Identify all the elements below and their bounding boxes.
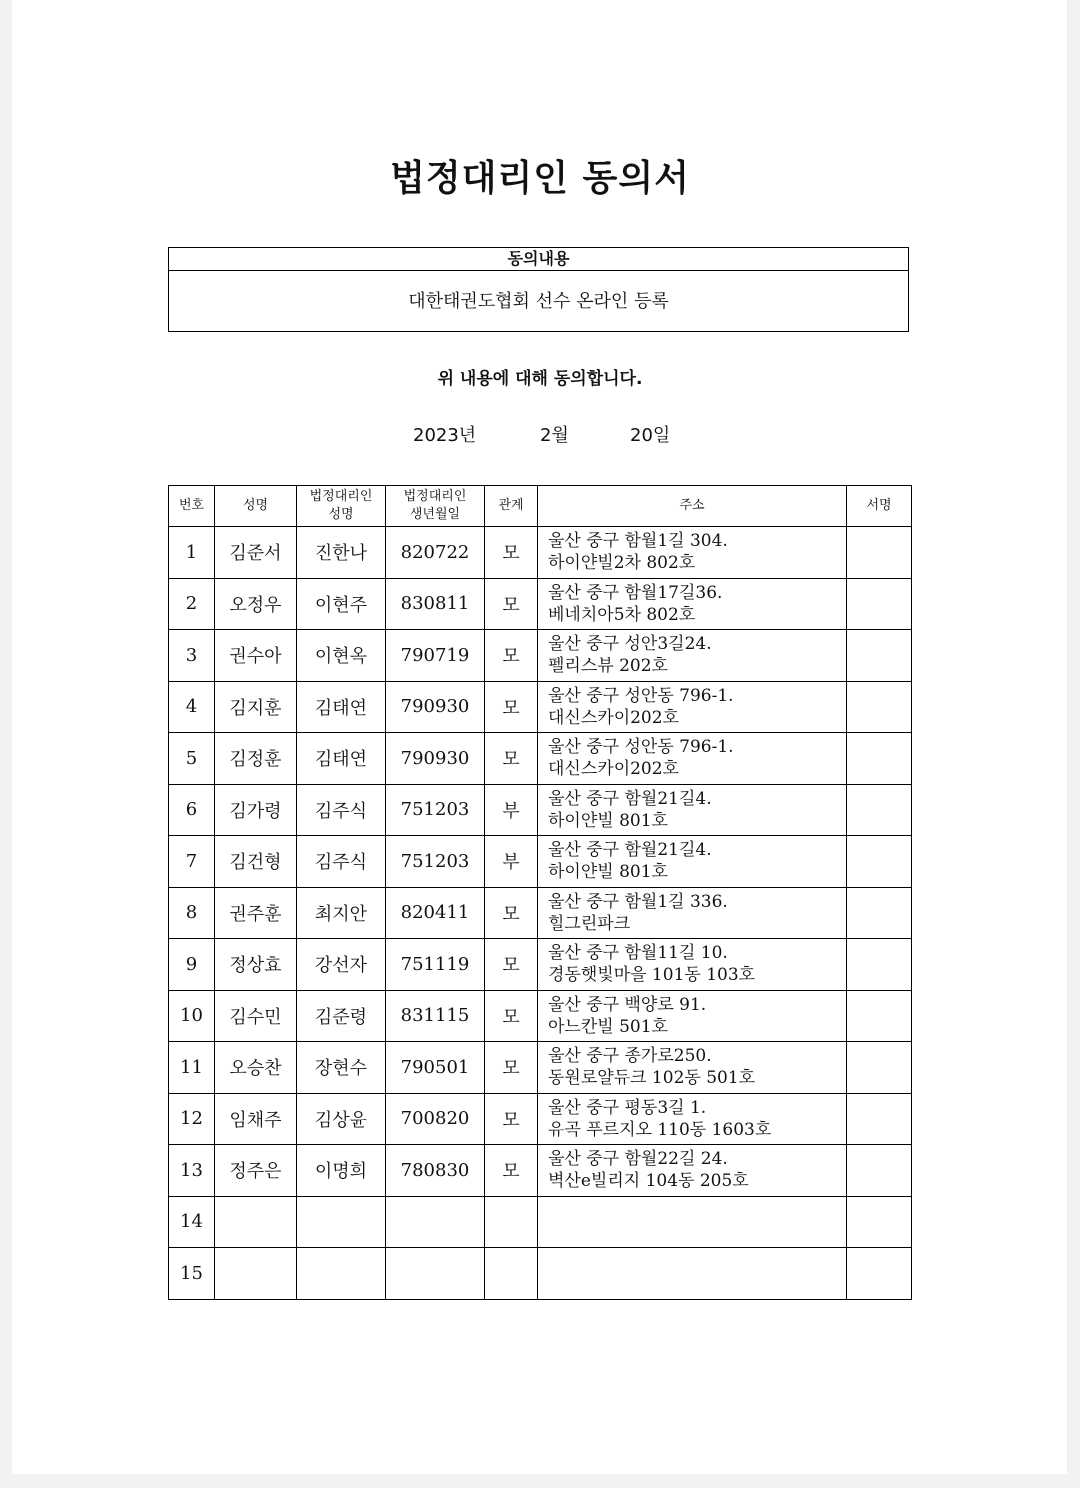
relation: 모 <box>485 630 538 682</box>
table-row <box>169 527 912 579</box>
address <box>538 681 847 733</box>
player-name <box>215 1196 297 1248</box>
address <box>538 1145 847 1197</box>
guardian-birthdate: 790930 <box>386 733 485 785</box>
guardian-birthdate: 820722 <box>386 527 485 579</box>
address <box>538 887 847 939</box>
relation: 모 <box>485 681 538 733</box>
relation: 모 <box>485 887 538 939</box>
row-number: 15 <box>169 1248 215 1300</box>
relation: 부 <box>485 836 538 888</box>
address <box>538 836 847 888</box>
address <box>538 1196 847 1248</box>
address-line: 울산 중구 성안동 796-1. <box>548 737 734 758</box>
relation: 모 <box>485 733 538 785</box>
relation: 부 <box>485 784 538 836</box>
address-line: 울산 중구 함월11길 10. <box>548 943 728 964</box>
date-day: 20일 <box>630 425 671 446</box>
address-line: 하이얀빌 801호 <box>548 810 668 831</box>
guardian-name: 진한나 <box>297 527 386 579</box>
relation: 모 <box>485 527 538 579</box>
relation: 모 <box>485 1145 538 1197</box>
guardian-name: 김주식 <box>297 836 386 888</box>
agreement-statement: 위 내용에 대해 동의합니다. <box>437 369 643 389</box>
player-name: 김준서 <box>215 527 297 579</box>
table-row <box>169 836 912 888</box>
relation: 모 <box>485 1093 538 1145</box>
guardian-name: 김준령 <box>297 990 386 1042</box>
address-line: 울산 중구 함월22길 24. <box>548 1149 728 1170</box>
table-row <box>169 1248 912 1300</box>
table-header-row <box>169 486 912 527</box>
header-guardian-name: 법정대리인 성명 <box>297 486 386 527</box>
address-line: 아느칸빌 501호 <box>548 1016 668 1037</box>
row-number: 4 <box>169 681 215 733</box>
guardian-name: 김주식 <box>297 784 386 836</box>
address <box>538 1093 847 1145</box>
signature-cell <box>847 681 912 733</box>
document-title: 법정대리인 동의서 <box>390 158 690 199</box>
signature-cell <box>847 939 912 991</box>
address-line: 울산 중구 종가로250. <box>548 1046 712 1067</box>
address-line: 울산 중구 성안3길24. <box>548 634 712 655</box>
row-number: 2 <box>169 578 215 630</box>
guardian-birthdate: 751203 <box>386 784 485 836</box>
header-guardian-birthdate: 법정대리인 생년월일 <box>386 486 485 527</box>
table-row <box>169 1042 912 1094</box>
relation: 모 <box>485 990 538 1042</box>
guardian-birthdate: 751203 <box>386 836 485 888</box>
guardian-name: 장현수 <box>297 1042 386 1094</box>
player-name: 김건형 <box>215 836 297 888</box>
guardian-name: 강선자 <box>297 939 386 991</box>
signature-cell <box>847 1093 912 1145</box>
player-name: 정주은 <box>215 1145 297 1197</box>
row-number: 7 <box>169 836 215 888</box>
signature-cell <box>847 630 912 682</box>
row-number: 10 <box>169 990 215 1042</box>
guardian-birthdate <box>386 1248 485 1300</box>
signature-cell <box>847 1042 912 1094</box>
signature-cell <box>847 887 912 939</box>
address <box>538 1042 847 1094</box>
guardian-birthdate: 780830 <box>386 1145 485 1197</box>
signature-cell <box>847 1196 912 1248</box>
header-relation: 관계 <box>485 486 538 527</box>
relation <box>485 1196 538 1248</box>
table-row <box>169 681 912 733</box>
player-name: 권수아 <box>215 630 297 682</box>
table-row <box>169 1196 912 1248</box>
signature-cell <box>847 527 912 579</box>
guardian-name: 최지안 <box>297 887 386 939</box>
address-line: 대신스카이202호 <box>548 707 679 728</box>
player-name: 김지훈 <box>215 681 297 733</box>
signature-cell <box>847 733 912 785</box>
player-name: 임채주 <box>215 1093 297 1145</box>
address-line: 울산 중구 함월1길 304. <box>548 531 728 552</box>
consent-content: 대한태권도협회 선수 온라인 등록 <box>408 291 669 312</box>
date-month: 2월 <box>540 425 569 446</box>
table-row <box>169 939 912 991</box>
address <box>538 784 847 836</box>
player-name: 오정우 <box>215 578 297 630</box>
guardian-name: 이명희 <box>297 1145 386 1197</box>
date-year: 2023년 <box>413 425 477 446</box>
address-line: 힐그린파크 <box>548 913 631 934</box>
player-name: 김수민 <box>215 990 297 1042</box>
guardian-name: 김태연 <box>297 733 386 785</box>
relation: 모 <box>485 1042 538 1094</box>
signature-cell <box>847 990 912 1042</box>
address-line: 펠리스뷰 202호 <box>548 656 668 677</box>
guardian-birthdate: 820411 <box>386 887 485 939</box>
consent-box <box>168 247 909 332</box>
guardian-name: 이현옥 <box>297 630 386 682</box>
table-row <box>169 630 912 682</box>
address-line: 경동햇빛마을 101동 103호 <box>548 965 756 986</box>
table-row <box>169 990 912 1042</box>
address-line: 울산 중구 함월17길36. <box>548 582 723 603</box>
address-line: 울산 중구 평동3길 1. <box>548 1097 707 1118</box>
row-number: 13 <box>169 1145 215 1197</box>
address <box>538 939 847 991</box>
header-name: 성명 <box>215 486 297 527</box>
consent-header: 동의내용 <box>169 248 908 271</box>
address-line: 하이얀빌2차 802호 <box>548 553 696 574</box>
row-number: 6 <box>169 784 215 836</box>
guardian-birthdate: 790501 <box>386 1042 485 1094</box>
address <box>538 630 847 682</box>
address-line: 유곡 푸르지오 110동 1603호 <box>548 1119 772 1140</box>
address-line: 울산 중구 성안동 796-1. <box>548 685 734 706</box>
header-address: 주소 <box>538 486 847 527</box>
table-row <box>169 887 912 939</box>
address <box>538 578 847 630</box>
guardian-birthdate: 790930 <box>386 681 485 733</box>
guardian-birthdate: 831115 <box>386 990 485 1042</box>
guardian-birthdate: 790719 <box>386 630 485 682</box>
signature-cell <box>847 1145 912 1197</box>
table-row <box>169 1145 912 1197</box>
header-number: 번호 <box>169 486 215 527</box>
address-line: 울산 중구 함월1길 336. <box>548 891 728 912</box>
guardian-birthdate: 751119 <box>386 939 485 991</box>
table-row <box>169 578 912 630</box>
row-number: 14 <box>169 1196 215 1248</box>
address <box>538 990 847 1042</box>
address <box>538 733 847 785</box>
row-number: 5 <box>169 733 215 785</box>
address-line: 울산 중구 함월21길4. <box>548 840 712 861</box>
guardian-name: 김상윤 <box>297 1093 386 1145</box>
player-name <box>215 1248 297 1300</box>
player-name: 김정훈 <box>215 733 297 785</box>
row-number: 12 <box>169 1093 215 1145</box>
guardian-name: 김태연 <box>297 681 386 733</box>
address-line: 벽산e빌리지 104동 205호 <box>548 1171 749 1192</box>
signature-cell <box>847 784 912 836</box>
address-line: 동원로얄듀크 102동 501호 <box>548 1068 756 1089</box>
signature-cell <box>847 578 912 630</box>
address-line: 울산 중구 백양로 91. <box>548 994 707 1015</box>
address-line: 베네치아5차 802호 <box>548 604 696 625</box>
address-line: 대신스카이202호 <box>548 759 679 780</box>
guardian-birthdate: 830811 <box>386 578 485 630</box>
row-number: 9 <box>169 939 215 991</box>
row-number: 8 <box>169 887 215 939</box>
relation <box>485 1248 538 1300</box>
row-number: 3 <box>169 630 215 682</box>
player-name: 김가령 <box>215 784 297 836</box>
player-name: 권주훈 <box>215 887 297 939</box>
table-row <box>169 1093 912 1145</box>
table-row <box>169 784 912 836</box>
signature-cell <box>847 1248 912 1300</box>
address-line: 하이얀빌 801호 <box>548 862 668 883</box>
relation: 모 <box>485 939 538 991</box>
address-line: 울산 중구 함월21길4. <box>548 788 712 809</box>
relation: 모 <box>485 578 538 630</box>
address <box>538 1248 847 1300</box>
guardian-name <box>297 1248 386 1300</box>
guardian-name <box>297 1196 386 1248</box>
guardian-name: 이현주 <box>297 578 386 630</box>
player-name: 오승찬 <box>215 1042 297 1094</box>
row-number: 1 <box>169 527 215 579</box>
guardian-consent-table <box>168 485 912 1300</box>
table-row <box>169 733 912 785</box>
guardian-birthdate <box>386 1196 485 1248</box>
guardian-birthdate: 700820 <box>386 1093 485 1145</box>
address <box>538 527 847 579</box>
player-name: 정상효 <box>215 939 297 991</box>
header-signature: 서명 <box>847 486 912 527</box>
row-number: 11 <box>169 1042 215 1094</box>
signature-cell <box>847 836 912 888</box>
